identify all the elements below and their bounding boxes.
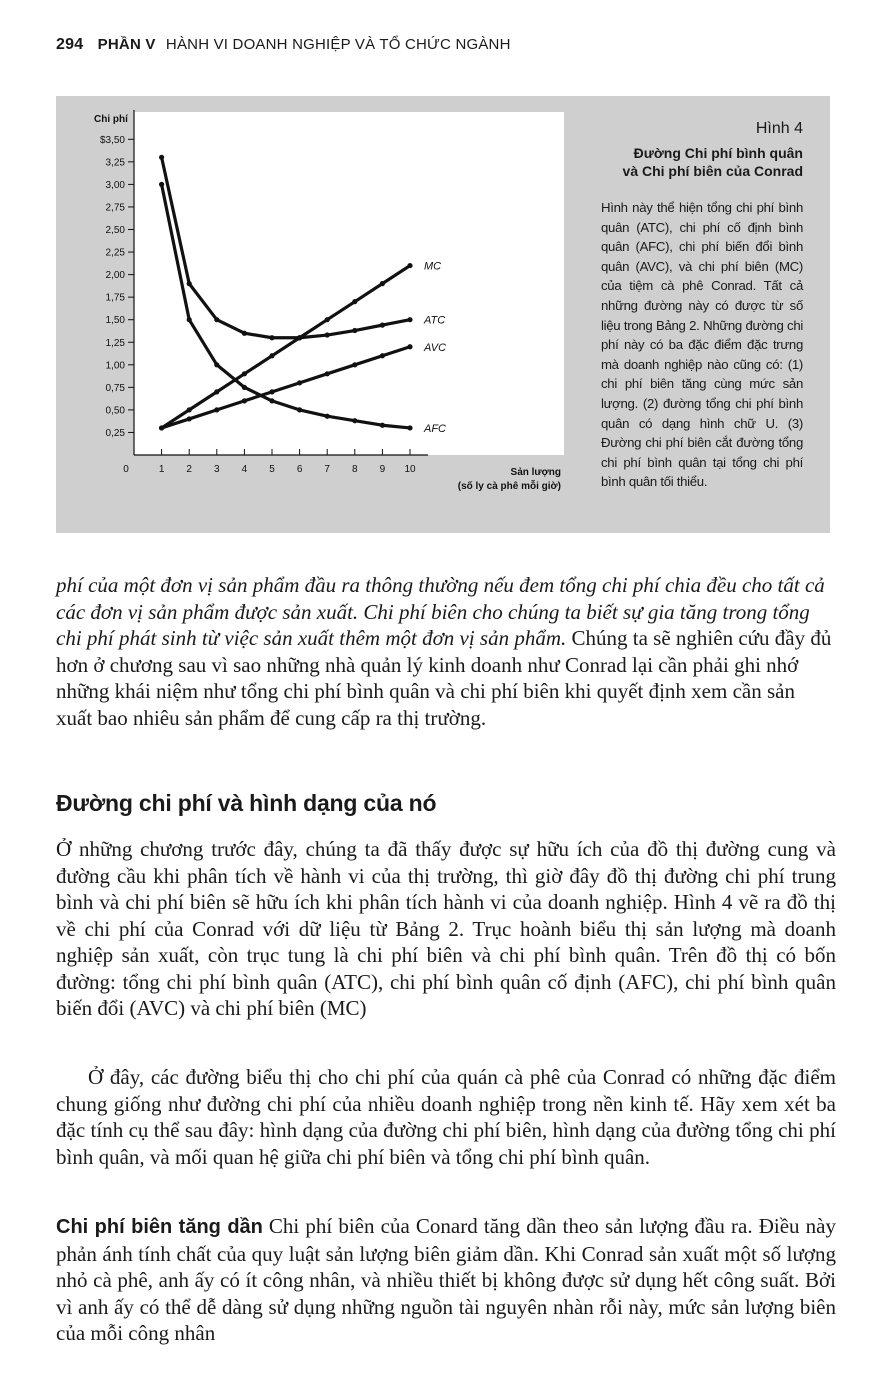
series-point-avc: [325, 371, 330, 376]
series-label-atc: ATC: [424, 314, 446, 327]
series-line-avc: [162, 347, 410, 428]
section-heading: Đường chi phí và hình dạng của nó: [56, 790, 437, 816]
series-label-mc: MC: [424, 260, 442, 273]
series-point-mc: [242, 371, 247, 376]
y-tick-label: 0,25: [105, 427, 125, 439]
x-tick-label: 4: [241, 464, 248, 475]
x-tick-label: 10: [404, 464, 416, 475]
paragraph-4-text: Chi phí biên của Conard tăng dần theo sản lượng đầu ra. Điều này phản ánh tính chất của quy luật sản lượng biên giảm dần. Khi Conrad sản xuất một số lượng nhỏ cà phê, anh ấy có ít công nhân, và nhiều thiết bị không được sử dụng hết công suất. Bởi vì anh ấy có thể dễ dàng sử dụng những nguồn tài nguyên nhàn rỗi này, mức sản lượng biên của mỗi công nhân: [56, 1214, 836, 1345]
series-point-avc: [214, 407, 219, 412]
paragraph-1-rest: Chúng ta sẽ nghiên cứu đầy đủ hơn ở chương sau vì sao những nhà quản lý kinh doanh như Conrad lại cần phải ghi nhớ những khái niệm như tổng chi phí bình quân và chi phí biên khi quyết định xem cần sản xuất bao nhiêu sản phẩm để cung cấp ra thị trường.: [56, 626, 832, 730]
series-point-afc: [380, 423, 385, 428]
figure-title-line1: Đường Chi phí bình quân: [633, 145, 803, 161]
x-tick-label: 6: [296, 464, 303, 475]
series-point-atc: [214, 317, 219, 322]
series-point-afc: [407, 425, 412, 430]
y-tick-label: 3,25: [105, 157, 125, 169]
y-tick-label: 1,75: [105, 292, 125, 304]
y-tick-label: 0,75: [105, 382, 125, 394]
figure-text: [601, 120, 803, 492]
y-tick-label: 2,00: [105, 270, 125, 282]
series-point-atc: [380, 323, 385, 328]
part-title: HÀNH VI DOANH NGHIỆP VÀ TỔ CHỨC NGÀNH: [165, 36, 511, 53]
series-point-mc: [187, 407, 192, 412]
x-tick-label: 8: [352, 464, 358, 475]
series-point-atc: [269, 335, 274, 340]
y-tick-label: 0,50: [105, 405, 125, 417]
series-point-afc: [242, 385, 247, 390]
series-point-afc: [187, 317, 192, 322]
series-point-avc: [352, 362, 357, 367]
series-point-afc: [269, 398, 274, 403]
series-point-afc: [297, 407, 302, 412]
series-label-avc: AVC: [424, 341, 447, 354]
series-label-afc: AFC: [424, 422, 446, 435]
series-point-afc: [159, 182, 164, 187]
series-point-atc: [325, 332, 330, 337]
series-point-avc: [159, 425, 164, 430]
series-point-atc: [352, 328, 357, 333]
part-label: PHẦN V: [97, 36, 156, 53]
paragraph-2: Ở những chương trước đây, chúng ta đã thấy được sự hữu ích của đồ thị đường cung và đường cầu khi phân tích về hành vi của thị trường, thì giờ đây đồ thị đường chi phí trung bình và chi phí biên sẽ hữu ích khi phân tích hành vi của doanh nghiệp. Hình 4 vẽ ra đồ thị về chi phí của Conrad với dữ liệu từ Bảng 2. Trục hoành biểu thị sản lượng mà doanh nghiệp sản xuất, còn trục tung là chi phí biên và chi phí bình quân. Trên đồ thị có bốn đường: tổng chi phí bình quân (ATC), chi phí bình quân cố định (AFC), chi phí bình quân biến đổi (AVC) và chi phí biên (MC): [56, 837, 836, 1020]
paragraph-4: [56, 1213, 836, 1347]
page-number: 294: [56, 36, 84, 53]
figure-title-line2: và Chi phí biên của Conrad: [622, 163, 803, 179]
x-tick-label: 9: [379, 464, 386, 475]
series-point-mc: [407, 263, 412, 268]
figure-caption: Hình này thể hiện tổng chi phí bình quân (ATC), chi phí cố định bình quân (AFC), chi phí biến đổi bình quân (AVC), và chi phí biên (MC) của tiệm cà phê Conrad. Tất cả những đường này có được từ số liệu trong Bảng 2. Những đường chi phí này có ba đặc điểm đặc trưng mà doanh nghiệp nào cũng có: (1) chi phí biên tăng cùng mức sản lượng. (2) đường tổng chi phí bình quân có dạng hình chữ U. (3) Đường chi phí biên cắt đường tổng chi phí bình quân tại tổng chi phí bình quân tối thiểu.: [601, 200, 803, 490]
series-point-avc: [297, 380, 302, 385]
y-axis-label: Chi phí: [94, 114, 128, 125]
series-point-avc: [407, 344, 412, 349]
series-point-mc: [325, 317, 330, 322]
series-point-mc: [380, 281, 385, 286]
paragraph-4-run-in-heading: Chi phí biên tăng dần: [56, 1216, 263, 1238]
series-point-atc: [242, 331, 247, 336]
series-point-atc: [407, 317, 412, 322]
paragraph-3: Ở đây, các đường biểu thị cho chi phí của quán cà phê của Conrad có những đặc điểm chung giống như đường chi phí của nhiều doanh nghiệp trong nền kinh tế. Hãy xem xét ba đặc tính cụ thể sau đây: hình dạng của đường chi phí biên, hình dạng của đường tổng chi phí bình quân, và mối quan hệ giữa chi phí biên và tổng chi phí bình quân.: [56, 1065, 836, 1169]
series-point-atc: [159, 155, 164, 160]
series-point-avc: [187, 416, 192, 421]
figure-4: [56, 96, 830, 533]
series-point-atc: [297, 335, 302, 340]
y-tick-label: 1,00: [105, 360, 125, 372]
series-point-atc: [187, 281, 192, 286]
series-point-afc: [214, 362, 219, 367]
series-line-atc: [162, 157, 410, 337]
x-tick-label: 0: [123, 464, 129, 475]
x-axis-label: Sản lượng: [510, 467, 561, 478]
y-tick-label: 2,25: [105, 247, 125, 259]
series-line-afc: [162, 184, 410, 428]
y-tick-label: 1,25: [105, 337, 125, 349]
series-line-mc: [162, 266, 410, 428]
series-point-avc: [242, 398, 247, 403]
x-tick-label: 7: [324, 464, 330, 475]
series-point-afc: [325, 414, 330, 419]
running-header: [56, 36, 511, 54]
figure-number: Hình 4: [755, 120, 803, 137]
x-axis-label-unit: (số ly cà phê mỗi giờ): [457, 481, 561, 492]
x-tick-label: 3: [214, 464, 220, 475]
series-point-avc: [380, 353, 385, 358]
series-point-mc: [352, 299, 357, 304]
x-tick-label: 2: [186, 464, 192, 475]
x-tick-label: 5: [269, 464, 275, 475]
y-tick-label: 2,75: [105, 202, 125, 214]
y-tick-label: $3,50: [99, 134, 125, 146]
series-point-mc: [214, 389, 219, 394]
series-point-mc: [269, 353, 274, 358]
y-tick-label: 3,00: [105, 179, 125, 191]
y-tick-label: 2,50: [105, 225, 125, 236]
paragraph-1: [56, 572, 836, 731]
series-point-avc: [269, 389, 274, 394]
series-point-afc: [352, 418, 357, 423]
paragraph-1-italic: phí của một đơn vị sản phẩm đầu ra thông thường nếu đem tổng chi phí chia đều cho tất cả các đơn vị sản phẩm được sản xuất. Chi phí biên cho chúng ta biết sự gia tăng trong tổng chi phí phát sinh từ việc sản xuất thêm một đơn vị sản phẩm.: [56, 573, 825, 650]
x-tick-label: 1: [158, 464, 165, 475]
figure-title: [601, 144, 803, 180]
y-tick-label: 1,50: [105, 315, 125, 327]
